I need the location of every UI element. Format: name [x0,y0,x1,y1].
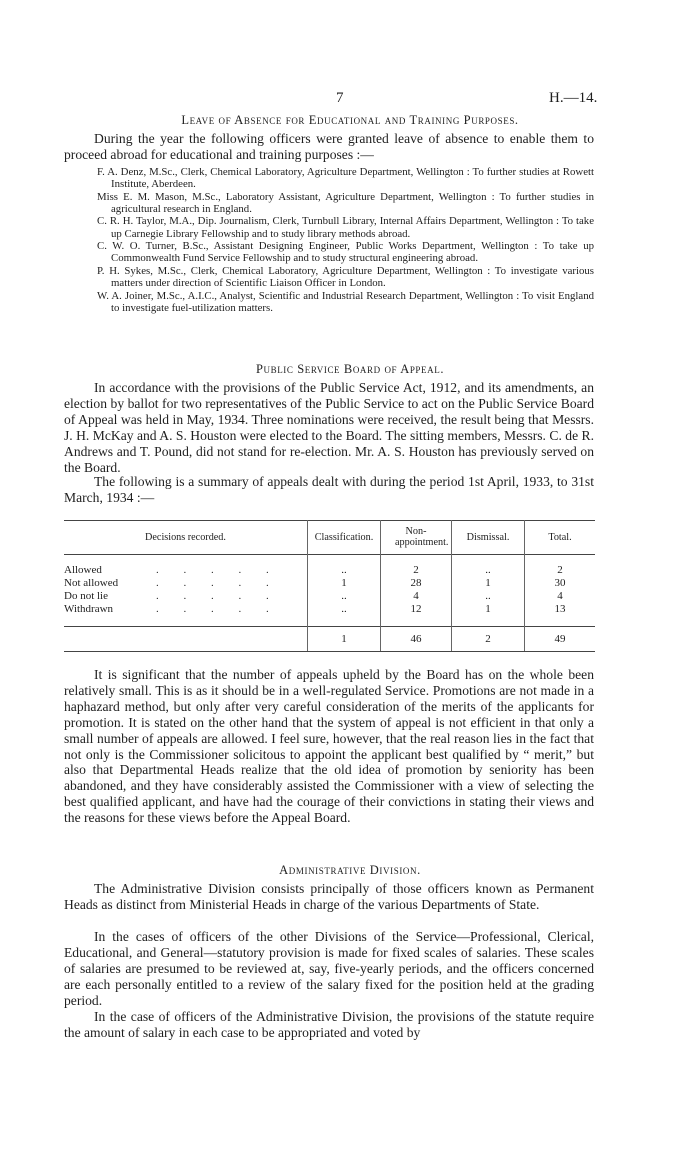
cell-dismissal: .. [485,590,491,602]
cell-total: 4 [557,590,563,602]
table-top-rule [64,520,595,521]
cell-non-appointment: 2 [413,564,419,576]
cell-total: 13 [554,603,566,615]
row-leader: . . . . . [156,577,280,589]
officer-list [97,166,594,314]
officer-entry: C. W. O. Turner, B.Sc., Assistant Designing Engineer, Public Works Department, Wellington : To take up Commonwealth Fund Service Fellowship and to study structural engineering abroad. [97,240,594,265]
cell-non-appointment: 12 [410,603,422,615]
cell-non-appointment: 4 [413,590,419,602]
admin-statute-paragraph: In the case of officers of the Administrative Division, the provisions of the statute require the amount of salary in each case to be appropriated and voted by [64,1009,594,1040]
document-reference: H.—14. [549,90,598,106]
officer-entry: F. A. Denz, M.Sc., Clerk, Chemical Laboratory, Agriculture Department, Wellington : To further studies at Rowett Institute, Aberdeen. [97,166,594,191]
total-non-appointment: 46 [410,633,422,645]
row-label: Withdrawn [64,603,114,615]
heading-administrative-division: Administrative Division. [279,863,421,877]
cell-classification: .. [341,564,347,576]
total-grand: 49 [554,633,566,645]
row-label: Allowed [64,564,102,576]
header-non-appointment: Non-appointment. [395,526,449,548]
row-leader: . . . . . [156,590,280,602]
heading-board-of-appeal: Public Service Board of Appeal. [255,362,445,376]
officer-entry: W. A. Joiner, M.Sc., A.I.C., Analyst, Scientific and Industrial Research Department, Wellington : To visit England to investigate fuel-utilization matters. [97,289,594,314]
appeal-election-paragraph: In accordance with the provisions of the Public Service Act, 1912, and its amendments, an election by ballot for two representatives of the Public Service to act on the Public Service Board of Appeal was held in May, 1934. Three nominations were received, the result being that Messrs. J. H. McKay and A. S. Houston were elected to the Board. The sitting members, Messrs. C. de R. Andrews and T. Pound, did not stand for re-election. Mr. A. S. Houston has previously served on the Board. [64,380,594,475]
cell-classification: .. [341,603,347,615]
total-classification: 1 [341,633,347,645]
cell-total: 2 [557,564,563,576]
leave-intro-paragraph: During the year the following officers were granted leave of absence to enable them to proceed abroad for educational and training purposes :— [64,131,594,162]
cell-dismissal: 1 [485,577,491,589]
cell-classification: .. [341,590,347,602]
admin-salary-scales-paragraph: In the cases of officers of the other Divisions of the Service—Professional, Clerical, Educational, and General—statutory provision is made for fixed scales of salaries. These scales of salaries are presumed to be reviewed at, say, five-yearly periods, and the officers concerned are each personally entitled to a review of the salary fixed for the position held at the grading period. [64,929,594,1008]
header-total: Total. [548,532,572,543]
officer-entry: Miss E. M. Mason, M.Sc., Laboratory Assistant, Agriculture Department, Wellington : To further studies in agricultural research in England. [97,190,594,215]
cell-total: 30 [554,577,566,589]
row-label: Not allowed [64,577,119,589]
table-header-rule [64,554,595,555]
cell-dismissal: 1 [485,603,491,615]
cell-classification: 1 [341,577,347,589]
cell-non-appointment: 28 [410,577,422,589]
table-body-rule [64,626,595,627]
header-decisions: Decisions recorded. [145,532,226,543]
cell-dismissal: .. [485,564,491,576]
admin-intro-paragraph: The Administrative Division consists principally of those officers known as Permanent Heads as distinct from Ministerial Heads in charge of the various Departments of State. [64,881,594,912]
header-classification: Classification. [314,532,374,543]
row-leader: . . . . . [156,603,280,615]
heading-leave-of-absence: Leave of Absence for Educational and Training Purposes. [181,113,519,127]
header-dismissal: Dismissal. [466,532,510,543]
table-bottom-rule [64,651,595,652]
row-leader: . . . . . [156,564,280,576]
appeal-commentary-paragraph: It is significant that the number of appeals upheld by the Board has on the whole been relatively small. This is as it should be in a well-regulated Service. Promotions are not made in a haphazard method, but only after very careful consideration of the merits of the applicants for promotion. It is stated on the other hand that the system of appeal is not efficient in that only a small number of appeals are allowed. I feel sure, however, that the real reason lies in the fact that not only is the Commissioner solicitous to appoint the applicant best qualified by “ merit,” but also that Departmental Heads realize that the old idea of promotion by seniority has been abandoned, and they have considerably assisted the Commissioner with a view of selecting the best qualified applicant, and have had the courage of their convictions in stating their views and the reasons for these views before the Appeal Board. [64,667,594,826]
appeal-summary-intro: The following is a summary of appeals dealt with during the period 1st April, 1933, to 31st March, 1934 :— [64,474,594,505]
officer-entry: P. H. Sykes, M.Sc., Clerk, Chemical Laboratory, Agriculture Department, Wellington : To investigate various matters under direction of Scientific Liaison Officer in London. [97,264,594,290]
total-dismissal: 2 [485,633,491,645]
row-label: Do not lie [64,590,108,602]
officer-entry: C. R. H. Taylor, M.A., Dip. Journalism, Clerk, Turnbull Library, Internal Affairs Department, Wellington : To take up Carnegie Library Fellowship and to study library methods abroad. [97,215,594,240]
appeals-summary-table [64,520,595,652]
page-number: 7 [336,90,344,106]
